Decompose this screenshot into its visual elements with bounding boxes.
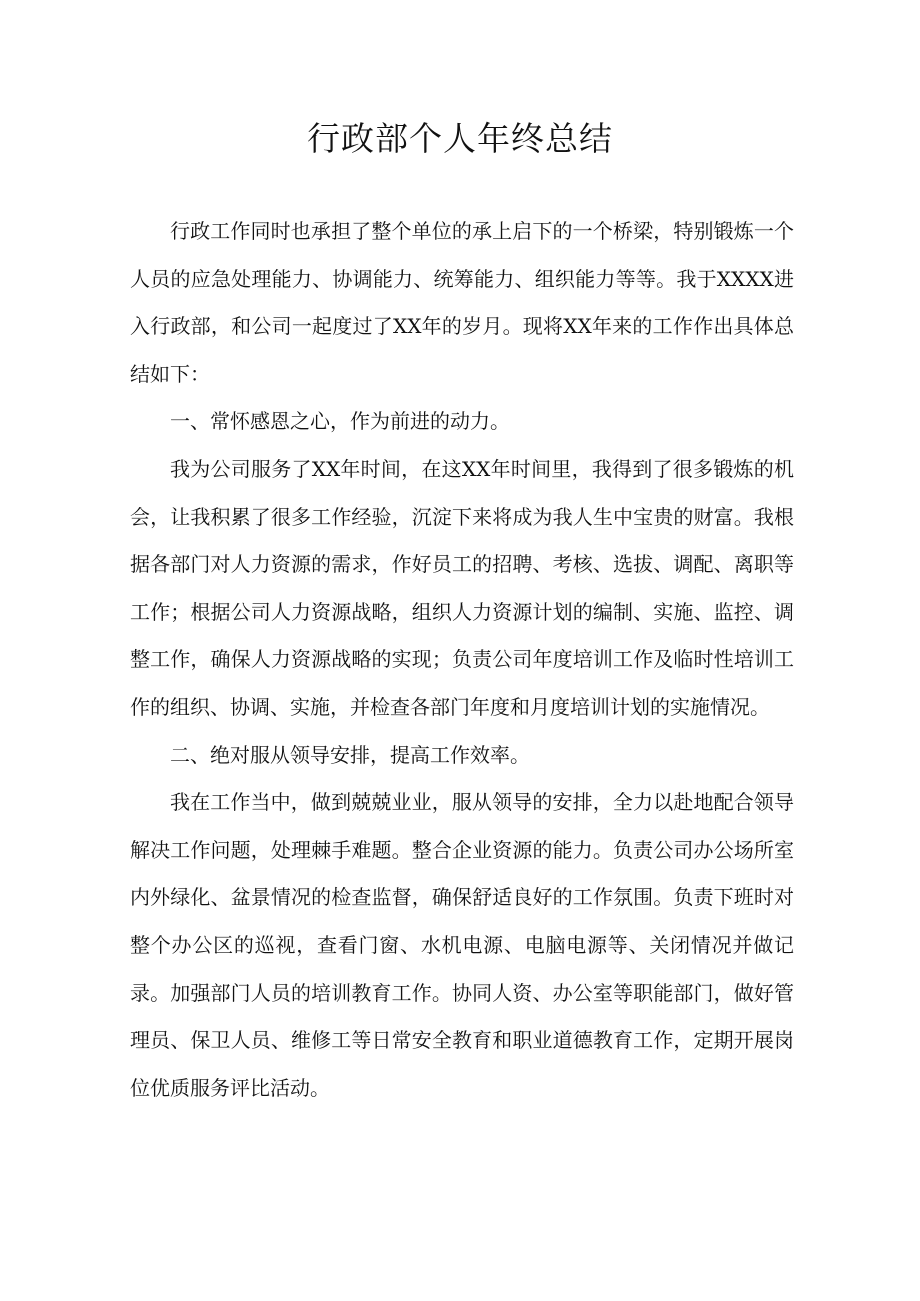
document-body (130, 208, 794, 1112)
section-heading-2: 二、绝对服从领导安排，提高工作效率。 (170, 742, 530, 767)
document-title: 行政部个人年终总结 (307, 119, 613, 158)
paragraph-section-2: 我在工作当中，做到兢兢业业，服从领导的安排，全力以赴地配合领导解决工作问题，处理棘手难题。整合企业资源的能力。负责公司办公场所室内外绿化、盆景情况的检查监督，确保舒适良好的工作氛围。负责下班时对整个办公区的巡视，查看门窗、水机电源、电脑电源等、关闭情况并做记录。加强部门人员的培训教育工作。协同人资、办公室等职能部门，做好管理员、保卫人员、维修工等日常安全教育和职业道德教育工作，定期开展岗位优质服务评比活动。 (130, 790, 794, 1100)
section-heading-1: 一、常怀感恩之心，作为前进的动力。 (170, 409, 510, 434)
paragraph-intro: 行政工作同时也承担了整个单位的承上启下的一个桥梁，特别锻炼一个人员的应急处理能力、协调能力、统筹能力、组织能力等等。我于XXXX进入行政部，和公司一起度过了XX年的岁月。现将XX年来的工作作出具体总结如下： (130, 219, 794, 386)
paragraph-section-1: 我为公司服务了XX年时间，在这XX年时间里，我得到了很多锻炼的机会，让我积累了很多工作经验，沉淀下来将成为我人生中宝贵的财富。我根据各部门对人力资源的需求，作好员工的招聘、考核、选拔、调配、离职等工作；根据公司人力资源战略，组织人力资源计划的编制、实施、监控、调整工作，确保人力资源战略的实现；负责公司年度培训工作及临时性培训工作的组织、协调、实施，并检查各部门年度和月度培训计划的实施情况。 (130, 456, 794, 719)
